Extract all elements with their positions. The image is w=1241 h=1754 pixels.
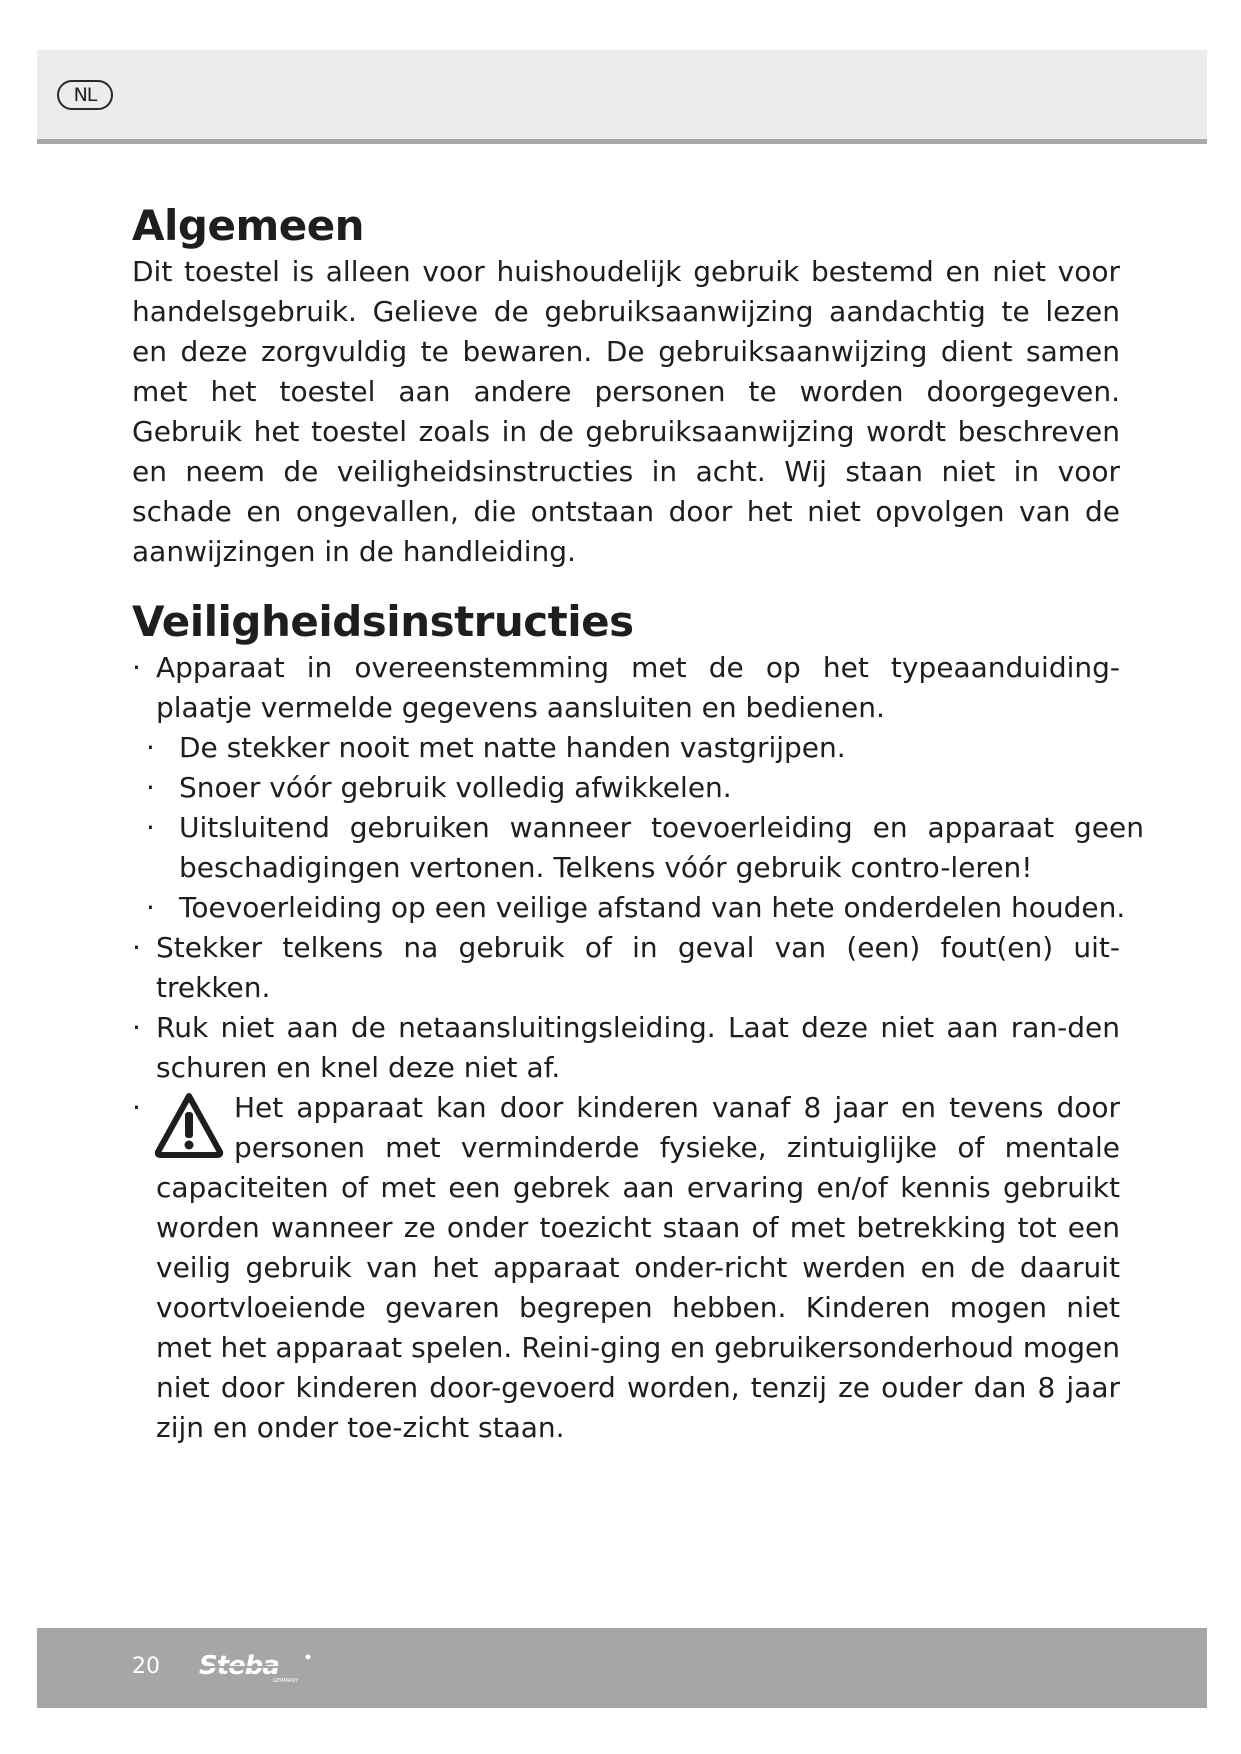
list-item-text: Stekker telkens na gebruik of in geval van (een) fout(en) uit-trekken. <box>156 931 1120 1004</box>
bullet-marker: · <box>132 931 141 964</box>
bullet-marker: · <box>146 811 155 844</box>
list-item-text: De stekker nooit met natte handen vastgrijpen. <box>179 731 846 764</box>
bullet-marker: · <box>146 771 155 804</box>
list-item <box>132 928 1120 1008</box>
bullet-marker: · <box>132 1011 141 1044</box>
header-band <box>37 50 1207 144</box>
language-badge: NL <box>57 80 113 110</box>
list-item-text: Ruk niet aan de netaansluitingsleiding. Laat deze niet aan ran-den schuren en knel deze niet af. <box>156 1011 1120 1084</box>
bullet-marker: · <box>146 891 155 924</box>
page-content <box>132 200 1142 1448</box>
safety-heading: Veiligheidsinstructies <box>132 597 634 646</box>
list-item <box>132 888 1144 928</box>
brand-name: Steba <box>199 1651 279 1681</box>
bullet-marker: · <box>132 1091 141 1124</box>
bullet-marker: · <box>132 651 141 684</box>
list-item <box>132 728 1144 768</box>
list-item <box>132 768 1144 808</box>
general-paragraph: Dit toestel is alleen voor huishoudelijk gebruik bestemd en niet voor handelsgebruik. Gelieve de gebruiksaanwijzing aandachtig te lezen en deze zorgvuldig te bewaren. De gebruiksaanwijzing dient samen met het toestel aan andere personen te worden doorgegeven. Gebruik het toestel zoals in de gebruiksaanwijzing wordt beschreven en neem de veiligheidsinstructies in acht. Wij staan niet in voor schade en ongevallen, die ontstaan door het niet opvolgen van de aanwijzingen in de handleiding. <box>132 255 1120 568</box>
list-item-text: Uitsluitend gebruiken wanneer toevoerleiding en apparaat geen beschadigingen vertonen. Telkens vóór gebruik contro-leren! <box>179 811 1144 884</box>
brand-tagline: GERMANY <box>273 1678 299 1684</box>
page-number: 20 <box>132 1654 160 1679</box>
list-item <box>132 808 1144 888</box>
list-item-text: Het apparaat kan door kinderen vanaf 8 jaar en tevens door personen met verminderde fysieke, zintuiglijke of mentale capaciteiten of met een gebrek aan ervaring en/of kennis gebruikt worden wanneer ze onder toezicht staan of met betrekking tot een veilig gebruik van het apparaat onder-richt werden en de daaruit voortvloeiende gevaren begrepen hebben. Kinderen mogen niet met het apparaat spelen. Reini-ging en gebruikersonderhoud mogen niet door kinderen door-gevoerd worden, tenzij ze ouder dan 8 jaar zijn en onder toe-zicht staan. <box>156 1091 1120 1444</box>
bullet-marker: · <box>146 731 155 764</box>
safety-list <box>132 648 1142 1448</box>
list-item <box>132 1008 1120 1088</box>
general-heading: Algemeen <box>132 201 365 250</box>
list-item-text: Apparaat in overeenstemming met de op het typeaanduiding-plaatje vermelde gegevens aansluiten en bedienen. <box>156 651 1120 724</box>
warning-triangle-icon <box>154 1092 224 1158</box>
steba-logo <box>195 1650 315 1688</box>
warning-list-item <box>132 1088 1120 1448</box>
list-item-text: Snoer vóór gebruik volledig afwikkelen. <box>179 771 732 804</box>
footer-band <box>37 1628 1207 1708</box>
list-item-text: Toevoerleiding op een veilige afstand van hete onderdelen houden. <box>179 891 1126 924</box>
list-item <box>132 648 1120 728</box>
